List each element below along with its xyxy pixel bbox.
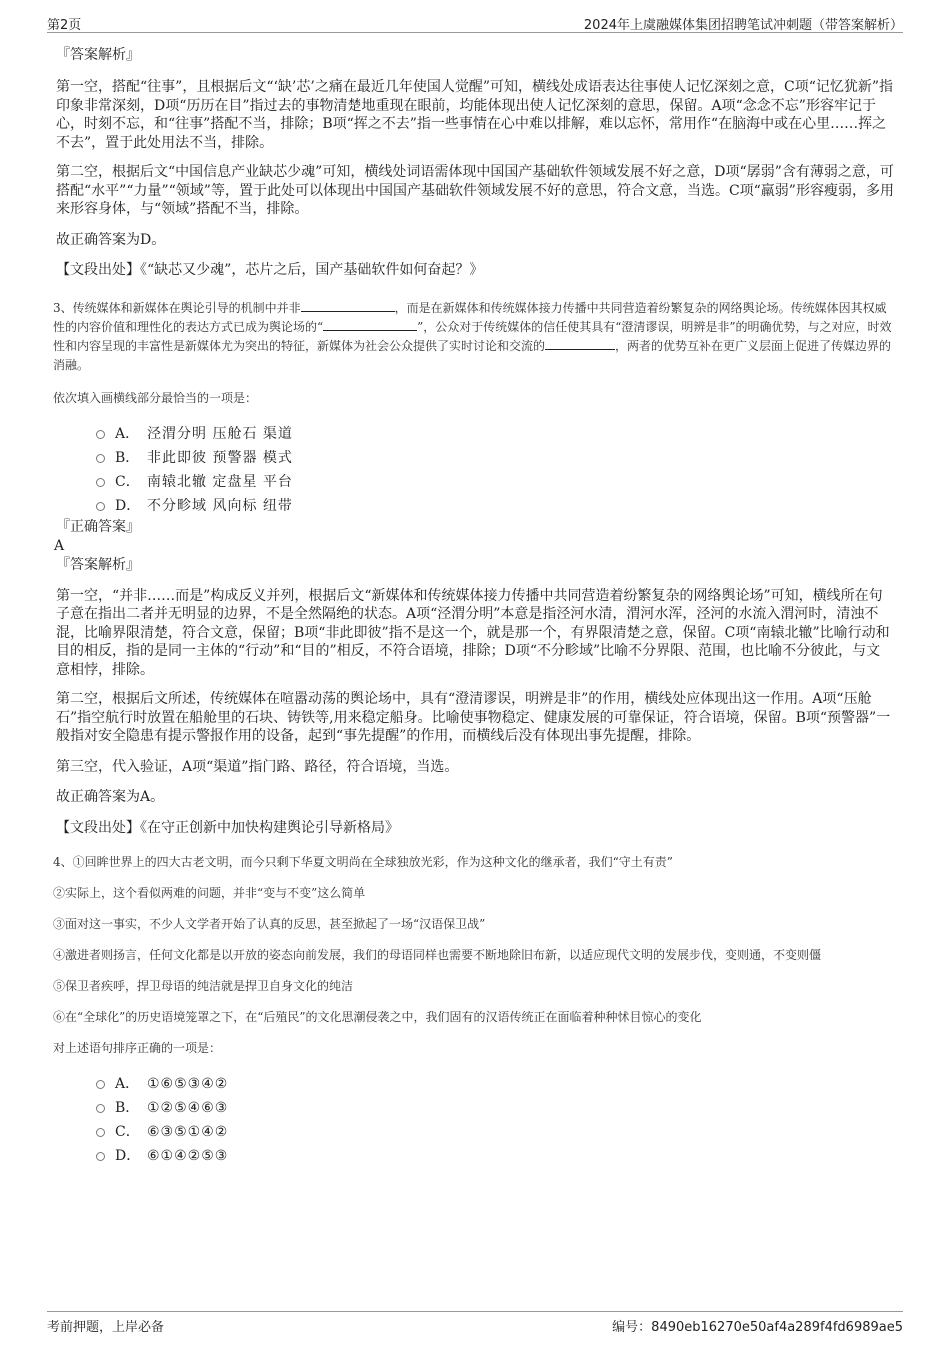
q2-source: 【文段出处】《“缺芯又少魂”，芯片之后，国产基础软件如何奋起？》 (56, 262, 484, 278)
q4-option-a[interactable]: A． ①⑥⑤③④② (56, 1072, 894, 1096)
q3-analysis-p2: 第二空，根据后文所述，传统媒体在喧嚣动荡的舆论场中，具有“澄清谬误，明辨是非”的作用，横线处应体现出这一作用。A项“压舱石”指空航行时放置在船舱里的石块、铸铁等,用来稳定船身。比喻使事物稳定、健康发展的可靠保证，符合语境，保留。B项“预警器”一般指对安全隐患有提示警报作用的设备，起到“事先提醒”的作用，而横线后没有体现出事先提醒，排除。 (56, 691, 891, 744)
q4-option-c[interactable]: C． ⑥③⑤①④② (56, 1120, 894, 1144)
q2-conclusion: 故正确答案为D。 (56, 231, 166, 248)
page-header (47, 10, 903, 33)
q3-analysis-p3: 第三空，代入验证，A项“渠道”指门路、路径，符合语境，当选。 (56, 758, 459, 775)
q4-sentence-2: ②实际上，这个看似两难的问题，并非“变与不变”这么简单 (53, 886, 366, 900)
radio-icon[interactable] (96, 502, 105, 511)
document-body (53, 40, 894, 1168)
q4-option-b[interactable]: B． ①②⑤④⑥③ (56, 1096, 894, 1120)
q4-sentence-6: ⑥在“全球化”的历史语境笼罩之下，在“后殖民”的文化思潮侵袭之中，我们固有的汉语传统正在面临着种种怵目惊心的变化 (53, 1010, 702, 1024)
page-footer (47, 1311, 903, 1336)
radio-icon[interactable] (96, 1104, 105, 1113)
q2-analysis-p2: 第二空，根据后文“中国信息产业缺芯少魂”可知，横线处词语需体现中国国产基础软件领域发展不好之意，D项“孱弱”含有薄弱之意，可搭配“水平”“力量”“领域”等，置于此处可以体现出中国国产基础软件领域发展不好的意思，符合文意，当选。C项“羸弱”形容瘦弱，多用来形容身体，与“领域”搭配不当，排除。 (56, 164, 894, 217)
q4-options (56, 1072, 894, 1168)
radio-icon[interactable] (96, 478, 105, 487)
radio-icon[interactable] (96, 454, 105, 463)
q3-option-c[interactable]: C． 南辕北辙 定盘星 平台 (56, 470, 894, 494)
footer-slogan: 考前押题，上岸必备 (47, 1320, 165, 1335)
radio-icon[interactable] (96, 430, 105, 439)
q3-option-d[interactable]: D． 不分畛域 风向标 纽带 (56, 494, 894, 518)
blank-2 (323, 318, 417, 331)
q3-option-b[interactable]: B． 非此即彼 预警器 模式 (56, 446, 894, 470)
q3-conclusion: 故正确答案为A。 (56, 789, 165, 805)
q3-options (56, 422, 894, 518)
q3-answer-label: 『正确答案』 (56, 518, 140, 535)
blank-1 (301, 299, 395, 312)
radio-icon[interactable] (96, 1080, 105, 1089)
blank-3 (545, 337, 615, 350)
q3-answer: A (54, 537, 65, 554)
q4-sentence-3: ③面对这一事实，不少人文学者开始了认真的反思，甚至掀起了一场“汉语保卫战” (53, 917, 486, 931)
q3-stem: 3、传统媒体和新媒体在舆论引导的机制中并非 ，而是在新媒体和传统媒体接力传播中共同营造着纷繁复杂的网络舆论场。传统媒体因其权威性的内容价值和理性化的表达方式已成为舆论场的“ ”，公众对于传统媒体的信任使其具有“澄清谬误，明辨是非”的明确优势，与之对应，时效性和内容呈现的丰富性是新媒体尤为突出的特征，新媒体为社会公众提供了实时讨论和交流的 ，两者的优势互补在更广义层面上促进了传媒边界的消融。 (53, 300, 892, 372)
q4-sentence-1: 4、①回眸世界上的四大古老文明，而今只剩下华夏文明尚在全球独放光彩，作为这种文化的继承者，我们“守土有责” (53, 855, 673, 869)
q4-sentence-4: ④激进者则扬言，任何文化都是以开放的姿态向前发展，我们的母语同样也需要不断地除旧布新，以适应现代文明的发展步伐，变则通，不变则僵 (53, 948, 822, 962)
q3-option-a[interactable]: A． 泾渭分明 压舱石 渠道 (56, 422, 894, 446)
q2-analysis-label: 『答案解析』 (56, 47, 140, 63)
q3-analysis-p1: 第一空，“并非……而是”构成反义并列，根据后文“新媒体和传统媒体接力传播中共同营造着纷繁复杂的网络舆论场”可知，横线所在句子意在指出二者并无明显的边界，不是全然隔绝的状态。A项“泾渭分明”本意是指泾河水清，渭河水浑，泾河的水流入渭河时，清浊不混，比喻界限清楚，符合文意，保留；B项“非此即彼”指不是这一个，就是那一个，有界限清楚之意，保留。C项“南辕北辙”比喻行动和目的相反，指的是同一主体的“行动”和“目的”相反，不符合语境，排除；D项“不分畛域”比喻不分界限、范围，也比喻不分彼此，与文意相悖，排除。 (56, 587, 890, 678)
radio-icon[interactable] (96, 1128, 105, 1137)
document-title: 2024年上虞融媒体集团招聘笔试冲刺题（带答案解析） (583, 18, 903, 33)
document-code: 编号：8490eb16270e50af4a289f4fd6989ae5 (612, 1320, 903, 1335)
q3-analysis-label: 『答案解析』 (56, 556, 140, 573)
radio-icon[interactable] (96, 1152, 105, 1161)
page-number: 第2页 (47, 18, 82, 33)
q3-source: 【文段出处】《在守正创新中加快构建舆论引导新格局》 (56, 819, 399, 836)
q2-analysis-p1: 第一空，搭配“往事”，且根据后文“‘缺’芯’之痛在最近几年使国人觉醒”可知，横线处成语表达往事使人记忆深刻之意，C项“记忆犹新”指印象非常深刻，D项“历历在目”指过去的事物清楚地重现在眼前，均能体现出使人记忆深刻的意思，保留。A项“念念不忘”形容牢记于心，时刻不忘，和“往事”搭配不当，排除；B项“挥之不去”指一些事情在心中难以排解，难以忘怀，常用作“在脑海中或在心里……挥之不去”，置于此处用法不当，排除。 (56, 79, 894, 151)
q3-prompt: 依次填入画横线部分最恰当的一项是： (53, 390, 258, 405)
q4-prompt: 对上述语句排序正确的一项是： (53, 1041, 222, 1055)
q4-option-d[interactable]: D． ⑥①④②⑤③ (56, 1144, 894, 1168)
q4-sentence-5: ⑤保卫者疾呼，捍卫母语的纯洁就是捍卫自身文化的纯洁 (53, 979, 354, 993)
